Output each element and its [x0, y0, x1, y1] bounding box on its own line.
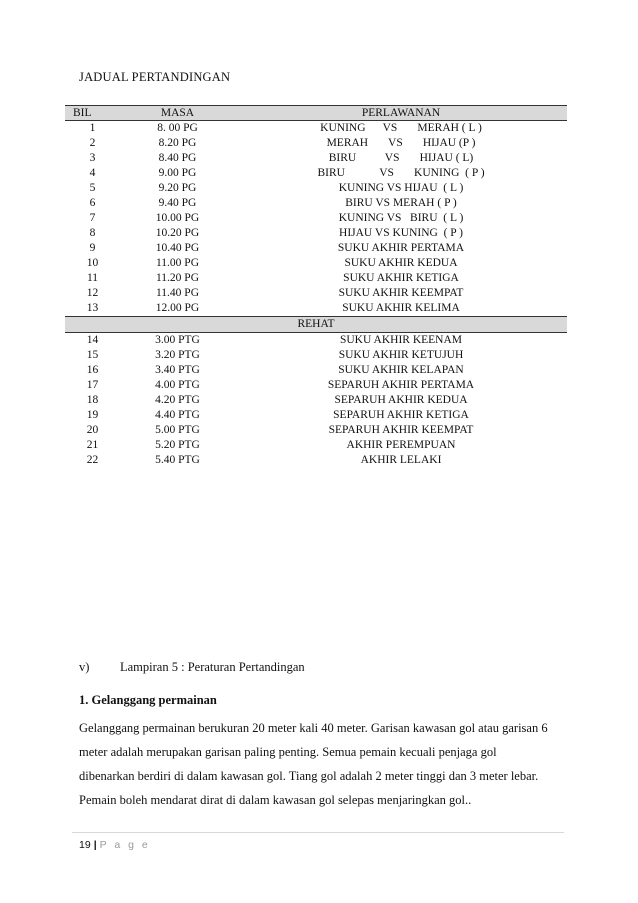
cell-perlawanan: BIRU VS KUNING ( P ): [317, 167, 485, 179]
table-row: [65, 453, 567, 468]
cell-bil: 7: [89, 212, 96, 224]
cell-bil: 1: [89, 122, 96, 134]
cell-masa: 4.20 PTG: [155, 394, 200, 406]
cell-bil: 20: [86, 424, 99, 436]
cell-bil: 3: [89, 152, 96, 164]
cell-perlawanan: SUKU AKHIR KELIMA: [342, 302, 460, 314]
cell-bil: 11: [86, 272, 99, 284]
cell-perlawanan: SEPARUH AKHIR KETIGA: [333, 409, 469, 421]
cell-masa: 12.00 PG: [155, 302, 200, 314]
cell-perlawanan: SUKU AKHIR KELAPAN: [338, 364, 464, 376]
cell-masa: 3.40 PTG: [155, 364, 200, 376]
header-bil: BIL: [65, 106, 120, 121]
schedule-table: [65, 105, 567, 468]
cell-masa: 10.00 PG: [155, 212, 200, 224]
cell-bil: 2: [89, 137, 96, 149]
cell-masa: 10.40 PG: [155, 242, 200, 254]
cell-bil: 14: [86, 334, 99, 346]
cell-perlawanan: SEPARUH AKHIR PERTAMA: [327, 379, 475, 391]
section-1-paragraph: [79, 716, 569, 812]
cell-masa: 9.40 PG: [158, 197, 197, 209]
cell-perlawanan: KUNING VS MERAH ( L ): [320, 122, 482, 134]
afternoon-rows: [65, 333, 567, 469]
table-row: [65, 211, 567, 226]
table-row: [65, 151, 567, 166]
table-row: [65, 423, 567, 438]
cell-perlawanan: AKHIR LELAKI: [360, 454, 442, 466]
cell-perlawanan: SUKU AKHIR KEDUA: [344, 257, 458, 269]
cell-perlawanan: SUKU AKHIR KETUJUH: [338, 349, 464, 361]
cell-masa: 9.20 PG: [158, 182, 197, 194]
cell-bil: 15: [86, 349, 99, 361]
cell-masa: 4.40 PTG: [155, 409, 200, 421]
cell-perlawanan: HIJAU VS KUNING ( P ): [339, 227, 463, 239]
cell-bil: 13: [86, 302, 99, 314]
table-row: [65, 333, 567, 349]
table-row: [65, 121, 567, 137]
section-1-heading: 1. Gelanggang permainan: [79, 693, 217, 707]
header-perlawanan: PERLAWANAN: [235, 106, 567, 121]
page-footer: [79, 839, 150, 851]
cell-perlawanan: BIRU VS MERAH ( P ): [345, 197, 457, 209]
cell-masa: 5.40 PTG: [155, 454, 200, 466]
paragraph-line: Gelanggang permainan berukuran 20 meter kali 40 meter. Garisan kawasan gol atau garisan 6: [79, 721, 548, 735]
cell-masa: 8.20 PG: [158, 137, 197, 149]
cell-masa: 3.20 PTG: [155, 349, 200, 361]
page-title: JADUAL PERTANDINGAN: [79, 70, 231, 84]
cell-masa: 10.20 PG: [155, 227, 200, 239]
cell-bil: 12: [86, 287, 99, 299]
paragraph-line: Pemain boleh mendarat dirat di dalam kawasan gol selepas menjaringkan gol..: [79, 793, 472, 807]
table-row: [65, 256, 567, 271]
cell-masa: 8.40 PG: [158, 152, 197, 164]
morning-rows: [65, 121, 567, 317]
cell-bil: 10: [86, 257, 99, 269]
table-row: [65, 301, 567, 317]
table-row: [65, 408, 567, 423]
footer-divider: [72, 832, 564, 833]
table-row: [65, 271, 567, 286]
table-row: [65, 181, 567, 196]
cell-masa: 3.00 PTG: [155, 334, 200, 346]
cell-perlawanan: KUNING VS BIRU ( L ): [338, 212, 464, 224]
cell-bil: 19: [86, 409, 99, 421]
cell-masa: 11.40 PG: [155, 287, 200, 299]
break-row: [65, 317, 567, 333]
cell-bil: 16: [86, 364, 99, 376]
page-label: P a g e: [99, 839, 151, 851]
section-v-text: Lampiran 5 : Peraturan Pertandingan: [120, 660, 305, 674]
section-v: [79, 660, 305, 675]
cell-perlawanan: SUKU AKHIR KEEMPAT: [338, 287, 464, 299]
footer-separator: |: [93, 839, 97, 851]
cell-perlawanan: SUKU AKHIR KEENAM: [339, 334, 463, 346]
cell-bil: 21: [86, 439, 99, 451]
section-v-number: v): [79, 660, 90, 674]
cell-bil: 8: [89, 227, 96, 239]
paragraph-line: meter adalah merupakan garisan paling penting. Semua pemain kecuali penjaga gol: [79, 745, 497, 759]
table-row: [65, 166, 567, 181]
paragraph-line: dibenarkan berdiri di dalam kawasan gol. Tiang gol adalah 2 meter tinggi dan 3 meter lebar.: [79, 769, 539, 783]
cell-perlawanan: SUKU AKHIR PERTAMA: [337, 242, 465, 254]
table-row: [65, 393, 567, 408]
table-row: [65, 378, 567, 393]
cell-masa: 5.20 PTG: [155, 439, 200, 451]
cell-masa: 11.00 PG: [155, 257, 200, 269]
cell-perlawanan: BIRU VS HIJAU ( L): [328, 152, 474, 164]
cell-bil: 4: [89, 167, 96, 179]
table-row: [65, 286, 567, 301]
table-row: [65, 241, 567, 256]
cell-bil: 18: [86, 394, 99, 406]
cell-bil: 5: [89, 182, 96, 194]
cell-masa: 5.00 PTG: [155, 424, 200, 436]
table-row: [65, 196, 567, 211]
cell-perlawanan: MERAH VS HIJAU (P ): [326, 137, 476, 149]
cell-bil: 17: [86, 379, 99, 391]
table-row: [65, 363, 567, 378]
cell-masa: 11.20 PG: [155, 272, 200, 284]
table-row: [65, 348, 567, 363]
break-label: REHAT: [65, 317, 567, 333]
cell-perlawanan: AKHIR PEREMPUAN: [346, 439, 456, 451]
table-row: [65, 438, 567, 453]
cell-bil: 22: [86, 454, 99, 466]
cell-masa: 8. 00 PG: [157, 122, 198, 134]
header-masa: MASA: [120, 106, 235, 121]
cell-bil: 6: [89, 197, 96, 209]
page-number: 19: [79, 839, 91, 851]
cell-masa: 4.00 PTG: [155, 379, 200, 391]
table-header-row: [65, 106, 567, 121]
cell-perlawanan: SEPARUH AKHIR KEEMPAT: [328, 424, 474, 436]
table-row: [65, 136, 567, 151]
cell-perlawanan: SUKU AKHIR KETIGA: [343, 272, 459, 284]
table-row: [65, 226, 567, 241]
cell-bil: 9: [89, 242, 96, 254]
cell-perlawanan: KUNING VS HIJAU ( L ): [338, 182, 464, 194]
cell-perlawanan: SEPARUH AKHIR KEDUA: [334, 394, 468, 406]
cell-masa: 9.00 PG: [158, 167, 197, 179]
